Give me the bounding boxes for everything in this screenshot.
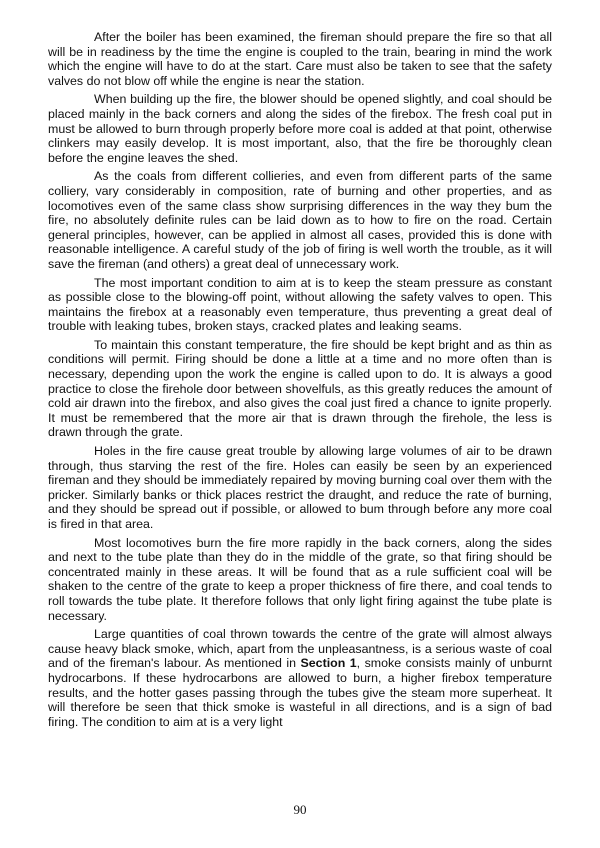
paragraph-building-fire: When building up the fire, the blower should be opened slightly, and coal should be placed mainly in the back corners and along the sides of the firebox. The fresh coal put in must be allowed to burn through properly before more coal is added at that point, otherwise clinkers may easily develop. It is most important, also, that the fire be thoroughly clean before the engine leaves the shed.	[48, 92, 552, 165]
page-number: 90	[293, 802, 307, 817]
document-page	[48, 30, 552, 820]
section-reference-link: Section 1	[300, 656, 357, 671]
paragraph-coal-collieries: As the coals from different collieries, and even from different parts of the same colliery, vary considerably in composition, rate of burning and other properties, and as locomotives even of the same class show surprising differences in the way they bum the fire, no absolutely definite rules can be laid down as to how to fire on the road. Certain general principles, however, can be applied in almost all cases, provided this is done with reasonable intelligence. A careful study of the job of firing is well worth the trouble, as it will save the fireman (and others) a great deal of unnecessary work.	[48, 169, 552, 271]
paragraph-back-corners: Most locomotives burn the fire more rapidly in the back corners, along the sides and next to the tube plate than they do in the middle of the grate, so that firing should be concentrated mainly in these areas. It will be found that as a rule sufficient coal will be shaken to the centre of the grate to keep a proper thickness of fire there, and coal tends to roll towards the tube plate. It therefore follows that only light firing against the tube plate is necessary.	[48, 535, 552, 623]
paragraph-constant-temperature: To maintain this constant temperature, the fire should be kept bright and as thin as conditions will permit. Firing should be done a little at a time and no more often than is necessary, depending upon the work the engine is called upon to do. It is always a good practice to close the firehole door between shovelfuls, as this greatly reduces the amount of cold air drawn into the firebox, and also gives the coal just fired a chance to ignite properly. It must be remembered that the more air that is drawn through the firehole, the less is drawn through the grate.	[48, 337, 552, 440]
paragraph-steam-pressure: The most important condition to aim at is to keep the steam pressure as constant as possible close to the blowing-off point, without allowing the safety valves to open. This maintains the firebox at a reasonably even temperature, thus preventing a great deal of trouble with leaking tubes, broken stays, cracked plates and leaking seams.	[48, 275, 552, 334]
paragraph-black-smoke-end: , smoke consists mainly of unburnt hydrocarbons. If these hydrocarbons are allowed to burn, a higher firebox temperature results, and the hotter gases passing through the tubes give the steam more superheat. It will therefore be seen that thick smoke is wasteful in all directions, and is a sign of bad firing. The condition to aim at is a very light	[48, 656, 552, 729]
paragraph-black-smoke	[48, 627, 552, 729]
paragraph-black-smoke-start: Large quantities of coal thrown towards the centre of the grate will almost always cause heavy black smoke, which, apart from the unpleasantness, is a serious waste of coal and of the fireman's labour. As mentioned in	[48, 627, 552, 671]
paragraph-boiler-examined: After the boiler has been examined, the fireman should prepare the fire so that all will be in readiness by the time the engine is coupled to the train, bearing in mind the work which the engine will have to do at the start. Care must also be taken to see that the safety valves do not blow off while the engine is near the station.	[48, 30, 552, 88]
paragraph-holes-in-fire: Holes in the fire cause great trouble by allowing large volumes of air to be drawn through, thus starving the rest of the fire. Holes can easily be seen by an experienced fireman and they should be immediately repaired by moving burning coal over them with the pricker. Similarly banks or thick places restrict the draught, and reduce the rate of burning, and they should be spread out if possible, or allowed to bum through before any more coal is fired in that area.	[48, 444, 552, 531]
